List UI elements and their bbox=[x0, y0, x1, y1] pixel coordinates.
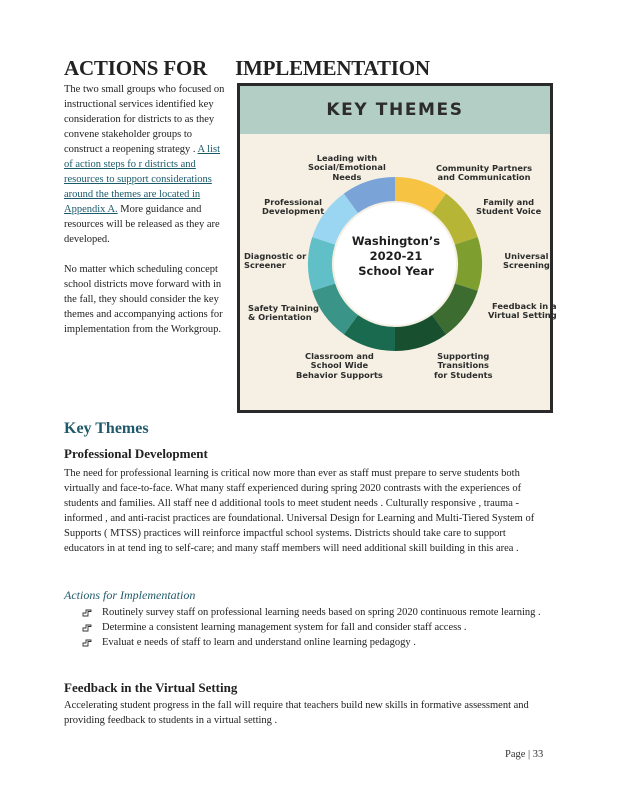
donut-segment-label-line: Transitions bbox=[437, 360, 489, 371]
intro-text bbox=[64, 82, 226, 337]
list-item bbox=[82, 605, 542, 620]
donut-segment-label-line: for Students bbox=[434, 369, 493, 380]
donut-segment-label-line: Screener bbox=[244, 260, 286, 271]
donut-segment-label-line: Social/Emotional bbox=[308, 162, 386, 173]
donut-segment-label-line: Supporting bbox=[437, 351, 490, 361]
donut-segment-label bbox=[308, 154, 386, 182]
donut-segment-label-line: Screening bbox=[503, 260, 550, 271]
key-themes-figure-panel bbox=[240, 86, 557, 410]
intro-text-tail: More guidance and resources will be released as they are developed. bbox=[64, 204, 220, 245]
pointing-hand-icon bbox=[82, 637, 93, 648]
donut-segment-label-line: Professional bbox=[264, 197, 323, 207]
actions-list bbox=[82, 605, 542, 650]
donut-center-line-3: School Year bbox=[358, 264, 434, 278]
donut-segment-label bbox=[248, 304, 319, 323]
page-number bbox=[505, 749, 543, 760]
donut-segment-label bbox=[296, 352, 383, 380]
donut-segment-label-line: Feedback in a bbox=[492, 301, 557, 311]
donut-segment-label bbox=[262, 198, 324, 217]
feedback-body: Accelerating student progress in the fall will require that teachers build new skills in formative assessment and providing feedback to students in a virtual setting . bbox=[64, 700, 529, 726]
donut-center-line-2: 2020-21 bbox=[369, 249, 423, 263]
page-title-part1: ACTIONS FOR bbox=[64, 56, 208, 80]
donut-segment-label-line: School Wide bbox=[310, 360, 369, 371]
action-item-1: Routinely survey staff on professional learning needs based on spring 2020 continuous remote learning . bbox=[102, 607, 541, 618]
donut-center-line-1: Washington’s bbox=[351, 234, 441, 248]
prof-dev-body: The need for professional learning is critical now more than ever as staff must prepare to serve students both virtually and face-to-face. What many staff experienced during spring 2020 contrasts with the experiences of students and families. All staff nee d additional tools to meet student needs . Culturally responsive , trauma -informed , and anti-racist practices are foundational. Universal Design for Learning and Multi-Tiered System of Supports ( MTSS) practices will reinforce impactful school systems. Districts should take care to support educators in at tend ing to self-care; and many staff members will need additional skill building in this area . bbox=[64, 468, 535, 554]
list-item bbox=[82, 635, 542, 650]
donut-segment-label bbox=[488, 302, 557, 321]
actions-heading: Actions for Implementation bbox=[64, 588, 196, 602]
donut-segment-label bbox=[436, 164, 532, 183]
donut-segment bbox=[308, 237, 335, 291]
donut-segment-label-line: Family and bbox=[483, 197, 535, 207]
key-themes-heading: Key Themes bbox=[64, 420, 149, 437]
donut-segment-label-line: Diagnostic or bbox=[244, 251, 307, 261]
prof-dev-heading: Professional Development bbox=[64, 446, 208, 461]
donut-segment-label-line: Behavior Supports bbox=[296, 369, 383, 380]
donut-segment-label bbox=[244, 252, 306, 271]
donut-segment-label-line: Needs bbox=[332, 171, 362, 182]
donut-segment-label-line: Safety Training bbox=[248, 303, 319, 313]
page-title bbox=[64, 56, 430, 81]
donut-segment-label-line: Classroom and bbox=[304, 351, 374, 361]
donut-segment-label-line: Leading with bbox=[316, 153, 378, 163]
donut-segment bbox=[455, 237, 482, 291]
intro-paragraph-2: No matter which scheduling concept school districts move forward with in the fall, they should consider the key themes and accompanying actions for implementation from the Workgroup. bbox=[64, 264, 223, 335]
intro-paragraph-1 bbox=[64, 82, 226, 247]
list-item bbox=[82, 620, 542, 635]
feedback-heading: Feedback in the Virtual Setting bbox=[64, 680, 238, 695]
donut-segment-label-line: Universal bbox=[504, 251, 549, 261]
donut-segment-label-line: and Communication bbox=[437, 172, 531, 183]
donut-segment-label bbox=[476, 198, 541, 217]
page-label: Page | bbox=[505, 749, 531, 760]
key-themes-figure bbox=[237, 83, 557, 413]
donut-segment-label-line: Development bbox=[262, 206, 325, 217]
page-title-part2: IMPLEMENTATION bbox=[235, 56, 430, 80]
key-themes-header: KEY THEMES bbox=[326, 100, 464, 120]
donut-segment-label-line: & Orientation bbox=[248, 312, 312, 323]
pointing-hand-icon bbox=[82, 622, 93, 633]
action-item-2: Determine a consistent learning management system for fall and consider staff access . bbox=[102, 622, 467, 633]
page-number-value: 33 bbox=[532, 749, 544, 760]
donut-segment-label bbox=[434, 352, 493, 380]
pointing-hand-icon bbox=[82, 607, 93, 618]
action-item-3: Evaluat e needs of staff to learn and understand online learning pedagogy . bbox=[102, 637, 416, 648]
donut-center-label bbox=[336, 234, 456, 279]
donut-segment-label-line: Community Partners bbox=[436, 163, 533, 173]
appendix-link[interactable]: A list of action steps fo r districts and resources to support considerations around the themes are located in Appendix A. bbox=[64, 144, 221, 215]
donut-segment-label-line: Student Voice bbox=[476, 206, 542, 217]
donut-segment-label bbox=[503, 252, 550, 271]
intro-text-lead: The two small groups who focused on instructional services identified key consideration for districts to as they convene stakeholder groups to construct a reopening strategy . bbox=[64, 84, 225, 155]
donut-segment-label-line: Virtual Setting bbox=[488, 310, 557, 321]
